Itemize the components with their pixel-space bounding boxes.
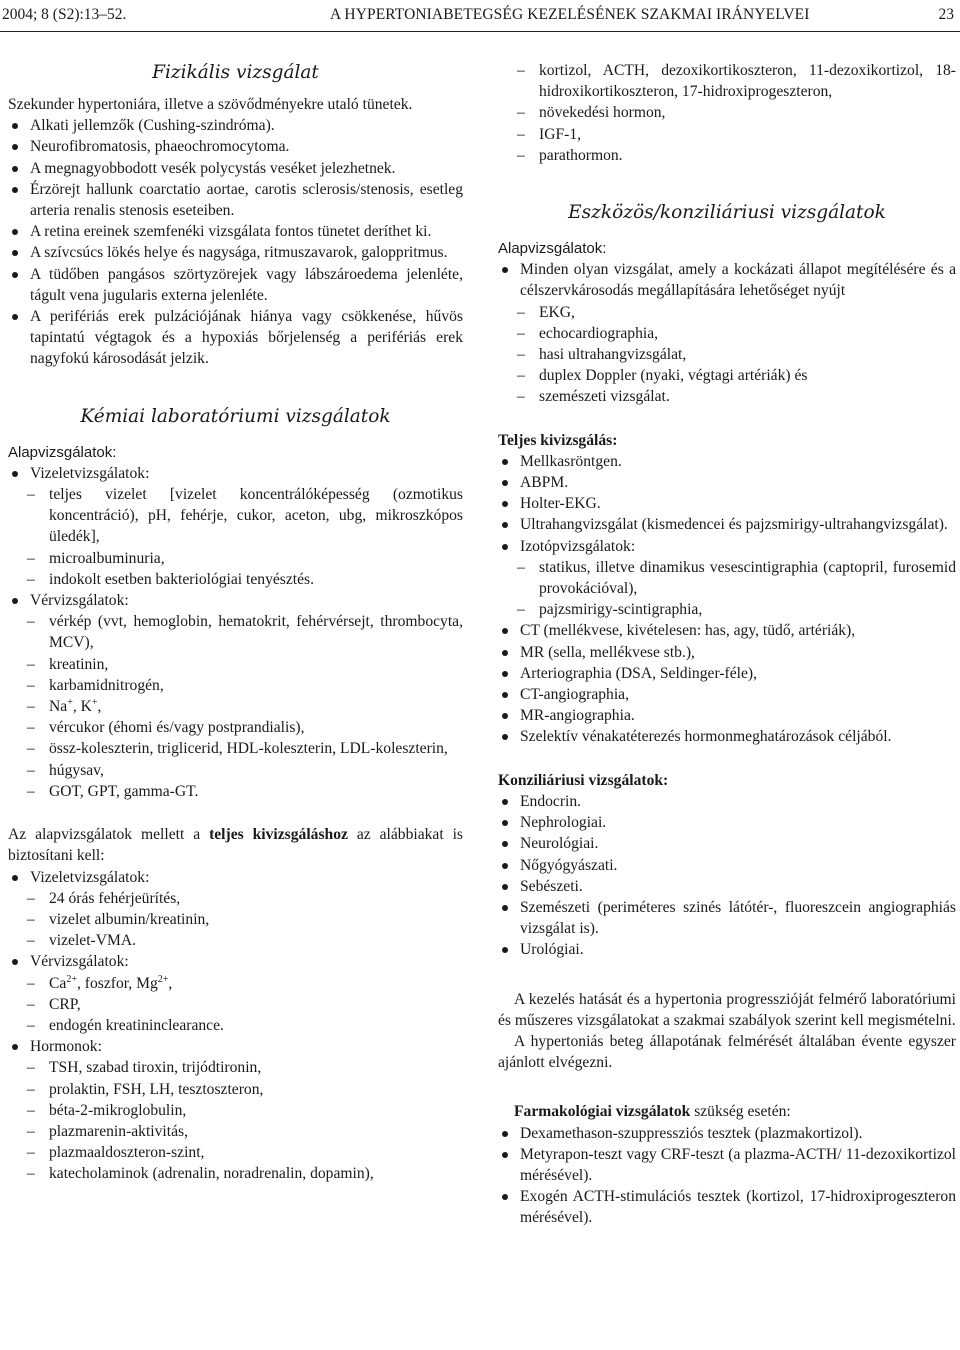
- urine-tests-heading: Vizeletvizsgálatok:: [8, 463, 463, 484]
- calcium-label: Ca: [49, 974, 67, 992]
- list-item: Sebészeti.: [498, 876, 956, 897]
- intro-text-end: az alábbiakat is biztosítani kell:: [8, 826, 463, 865]
- list-item: Ultrahangvizsgálat (kismedencei és pajzsmirigy-ultrahangvizsgálat).: [498, 514, 956, 535]
- instrumental-basic-list: [498, 259, 956, 407]
- hormones-heading: Hormonok:: [8, 1036, 463, 1057]
- left-column: [8, 60, 463, 1185]
- list-item: – 24 órás fehérjeürítés,: [8, 888, 463, 909]
- physical-exam-intro: Szekunder hypertoniára, illetve a szövődményekre utaló tünetek.: [8, 96, 413, 113]
- list-item: ABPM.: [498, 472, 956, 493]
- basic-tests-heading: Alapvizsgálatok:: [8, 443, 117, 461]
- list-item: A megnagyobbodott vesék polycystás veséket jelezhetnek.: [8, 158, 463, 179]
- calcium-charge: 2+: [66, 973, 77, 985]
- pharmacology-term: Farmakológiai vizsgálatok: [514, 1103, 691, 1121]
- running-header: [2, 4, 954, 26]
- list-item: – vizelet albumin/kreatinin,: [8, 909, 463, 930]
- full-workup-term: teljes kivizsgáláshoz: [209, 826, 348, 844]
- list-item: – kortizol, ACTH, dezoxikortikoszteron, 11-dezoxikortizol, 18-hidroxikortikoszteron, 17-hidroxiprogeszteron,: [498, 60, 956, 102]
- hormones-continued-list: [498, 60, 956, 166]
- list-item: Urológiai.: [498, 939, 956, 960]
- list-item: Minden olyan vizsgálat, amely a kockázati állapot megítélésére és a célszervkárosodás megállapítására lehetőséget nyújt: [498, 259, 956, 301]
- list-item: – statikus, illetve dinamikus vesescintigraphia (captopril, furosemid provokációval),: [498, 557, 956, 599]
- list-item: – microalbuminuria,: [8, 548, 463, 569]
- list-item: – endogén kreatininclearance.: [8, 1015, 463, 1036]
- section-title-instrumental: Eszközös/konziliáriusi vizsgálatok: [568, 202, 886, 224]
- blood-tests-heading: Vérvizsgálatok:: [8, 590, 463, 611]
- potassium-label: , K: [72, 698, 92, 716]
- full-workup-intro: [8, 824, 463, 866]
- right-column: [498, 60, 956, 1229]
- list-item: – össz-koleszterin, triglicerid, HDL-koleszterin, LDL-koleszterin,: [8, 738, 463, 759]
- physical-exam-list: [8, 115, 463, 369]
- list-item: Szemészeti (periméteres szinés látótér-, fluoreszcein angiographiás vizsgálat is).: [498, 897, 956, 939]
- list-item: – indokolt esetben bakteriológiai tenyésztés.: [8, 569, 463, 590]
- list-item: – hasi ultrahangvizsgálat,: [498, 344, 956, 365]
- list-item: Holter-EKG.: [498, 493, 956, 514]
- header-rule: [0, 31, 960, 32]
- list-item: Metyrapon-teszt vagy CRF-teszt (a plazma-ACTH/ 11-dezoxikortizol mérésével).: [498, 1144, 956, 1186]
- list-item: – vizelet-VMA.: [8, 930, 463, 951]
- paragraph-repeat-tests: A kezelés hatását és a hypertonia progresszióját felmérő laboratóriumi és műszeres vizsgálatokat a szakmai szabályok szerint kell megismételni.: [498, 990, 956, 1029]
- list-item: – növekedési hormon,: [498, 102, 956, 123]
- page-number: 23: [938, 6, 954, 23]
- blood-tests-heading: Vérvizsgálatok:: [8, 951, 463, 972]
- list-item: – katecholaminok (adrenalin, noradrenalin, dopamin),: [8, 1163, 463, 1184]
- extra-lab-test-list: [8, 867, 463, 1185]
- list-item: – prolaktin, FSH, LH, tesztoszteron,: [8, 1079, 463, 1100]
- isotope-heading: Izotópvizsgálatok:: [498, 536, 956, 557]
- list-item: Nephrologiai.: [498, 812, 956, 833]
- list-item: – vércukor (éhomi és/vagy postprandialis),: [8, 717, 463, 738]
- intro-text: Az alapvizsgálatok mellett a: [8, 826, 210, 844]
- list-item: Szelektív vénakatéterezés hormonmeghatározások céljából.: [498, 726, 956, 747]
- list-item-minerals: [8, 973, 463, 994]
- list-item: – kreatinin,: [8, 654, 463, 675]
- pharmacology-rest: szükség esetén:: [690, 1103, 791, 1121]
- pharmacology-heading: [498, 1101, 956, 1122]
- potassium-charge: +: [91, 697, 98, 709]
- basic-tests-heading: Alapvizsgálatok:: [498, 240, 607, 258]
- pharmacology-list: [498, 1123, 956, 1229]
- list-item: A szívcsúcs lökés helye és nagysága, ritmuszavarok, galoppritmus.: [8, 242, 463, 263]
- list-item: – duplex Doppler (nyaki, végtagi artériák) és: [498, 365, 956, 386]
- list-item: MR-angiographia.: [498, 705, 956, 726]
- list-item: – pajzsmirigy-scintigraphia,: [498, 599, 956, 620]
- list-item: MR (sella, mellékvese stb.),: [498, 642, 956, 663]
- header-title: A HYPERTONIABETEGSÉG KEZELÉSÉNEK SZAKMAI IRÁNYELVEI: [330, 6, 810, 23]
- list-item: A tüdőben pangásos szörtyzörejek vagy lábszároedema jelenléte, tágult vena jugularis externa jelenléte.: [8, 264, 463, 306]
- list-item: Arteriographia (DSA, Seldinger-féle),: [498, 663, 956, 684]
- paragraph-annual-check: A hypertoniás beteg állapotának felmérését általában évente egyszer ajánlott elvégezni.: [498, 1032, 956, 1072]
- list-item: – CRP,: [8, 994, 463, 1015]
- list-item: Alkati jellemzők (Cushing-szindróma).: [8, 115, 463, 136]
- list-item: – teljes vizelet [vizelet koncentrálóképesség (ozmotikus koncentráció), pH, fehérje, cukor, aceton, ubg, mikroszkópos üledék],: [8, 484, 463, 548]
- list-item: – parathormon.: [498, 145, 956, 166]
- sodium-label: Na: [49, 698, 68, 716]
- list-item: CT-angiographia,: [498, 684, 956, 705]
- list-item: Endocrin.: [498, 791, 956, 812]
- list-item: Neurológiai.: [498, 833, 956, 854]
- header-citation: 2004; 8 (S2):13–52.: [2, 6, 127, 23]
- consult-list: [498, 791, 956, 961]
- list-item: Érzörejt hallunk coarctatio aortae, carotis sclerosis/stenosis, esetleg arteria renalis stenosis eseteiben.: [8, 179, 463, 221]
- list-item: Nőgyógyászati.: [498, 855, 956, 876]
- list-item: – húgysav,: [8, 760, 463, 781]
- list-item-electrolytes: [8, 696, 463, 717]
- list-item: – szemészeti vizsgálat.: [498, 386, 956, 407]
- list-item: – béta-2-mikroglobulin,: [8, 1100, 463, 1121]
- list-item: Mellkasröntgen.: [498, 451, 956, 472]
- sodium-charge: +: [67, 697, 73, 709]
- list-item: – EKG,: [498, 302, 956, 323]
- full-workup-heading: Teljes kivizsgálás:: [498, 431, 618, 449]
- consult-heading: Konziliáriusi vizsgálatok:: [498, 771, 669, 789]
- list-item: Exogén ACTH-stimulációs tesztek (kortizol, 17-hidroxiprogeszteron mérésével).: [498, 1186, 956, 1228]
- list-item: – TSH, szabad tiroxin, trijódtironin,: [8, 1057, 463, 1078]
- list-item: Dexamethason-szuppressziós tesztek (plazmakortizol).: [498, 1123, 956, 1144]
- list-item: – GOT, GPT, gamma-GT.: [8, 781, 463, 802]
- minerals-end: ,: [168, 974, 173, 992]
- list-item: CT (mellékvese, kivételesen: has, agy, tüdő, artériák),: [498, 620, 956, 641]
- list-item: – plazmarenin-aktivitás,: [8, 1121, 463, 1142]
- section-title-lab-tests: Kémiai laboratóriumi vizsgálatok: [80, 405, 391, 427]
- list-item: A perifériás erek pulzációjának hiánya vagy csökkenése, hűvös tapintatú végtagok és a hypoxiás bőrjelenség a perifériás erek nagyfokú károsodását jelzik.: [8, 306, 463, 370]
- magnesium-charge: 2+: [157, 973, 169, 985]
- urine-tests-heading: Vizeletvizsgálatok:: [8, 867, 463, 888]
- list-item: Neurofibromatosis, phaeochromocytoma.: [8, 136, 463, 157]
- list-item: – echocardiographia,: [498, 323, 956, 344]
- list-item: – IGF-1,: [498, 124, 956, 145]
- list-item: – karbamidnitrogén,: [8, 675, 463, 696]
- list-item: A retina ereinek szemfenéki vizsgálata fontos tünetet deríthet ki.: [8, 221, 463, 242]
- list-item: – plazmaaldoszteron-szint,: [8, 1142, 463, 1163]
- lab-test-list: [8, 463, 463, 802]
- full-workup-list: [498, 451, 956, 748]
- electrolytes-end: ,: [97, 698, 102, 716]
- magnesium-label: , foszfor, Mg: [76, 974, 158, 992]
- section-title-physical-exam: Fizikális vizsgálat: [152, 62, 319, 83]
- list-item: – vérkép (vvt, hemoglobin, hematokrit, fehérvérsejt, thrombocyta, MCV),: [8, 611, 463, 653]
